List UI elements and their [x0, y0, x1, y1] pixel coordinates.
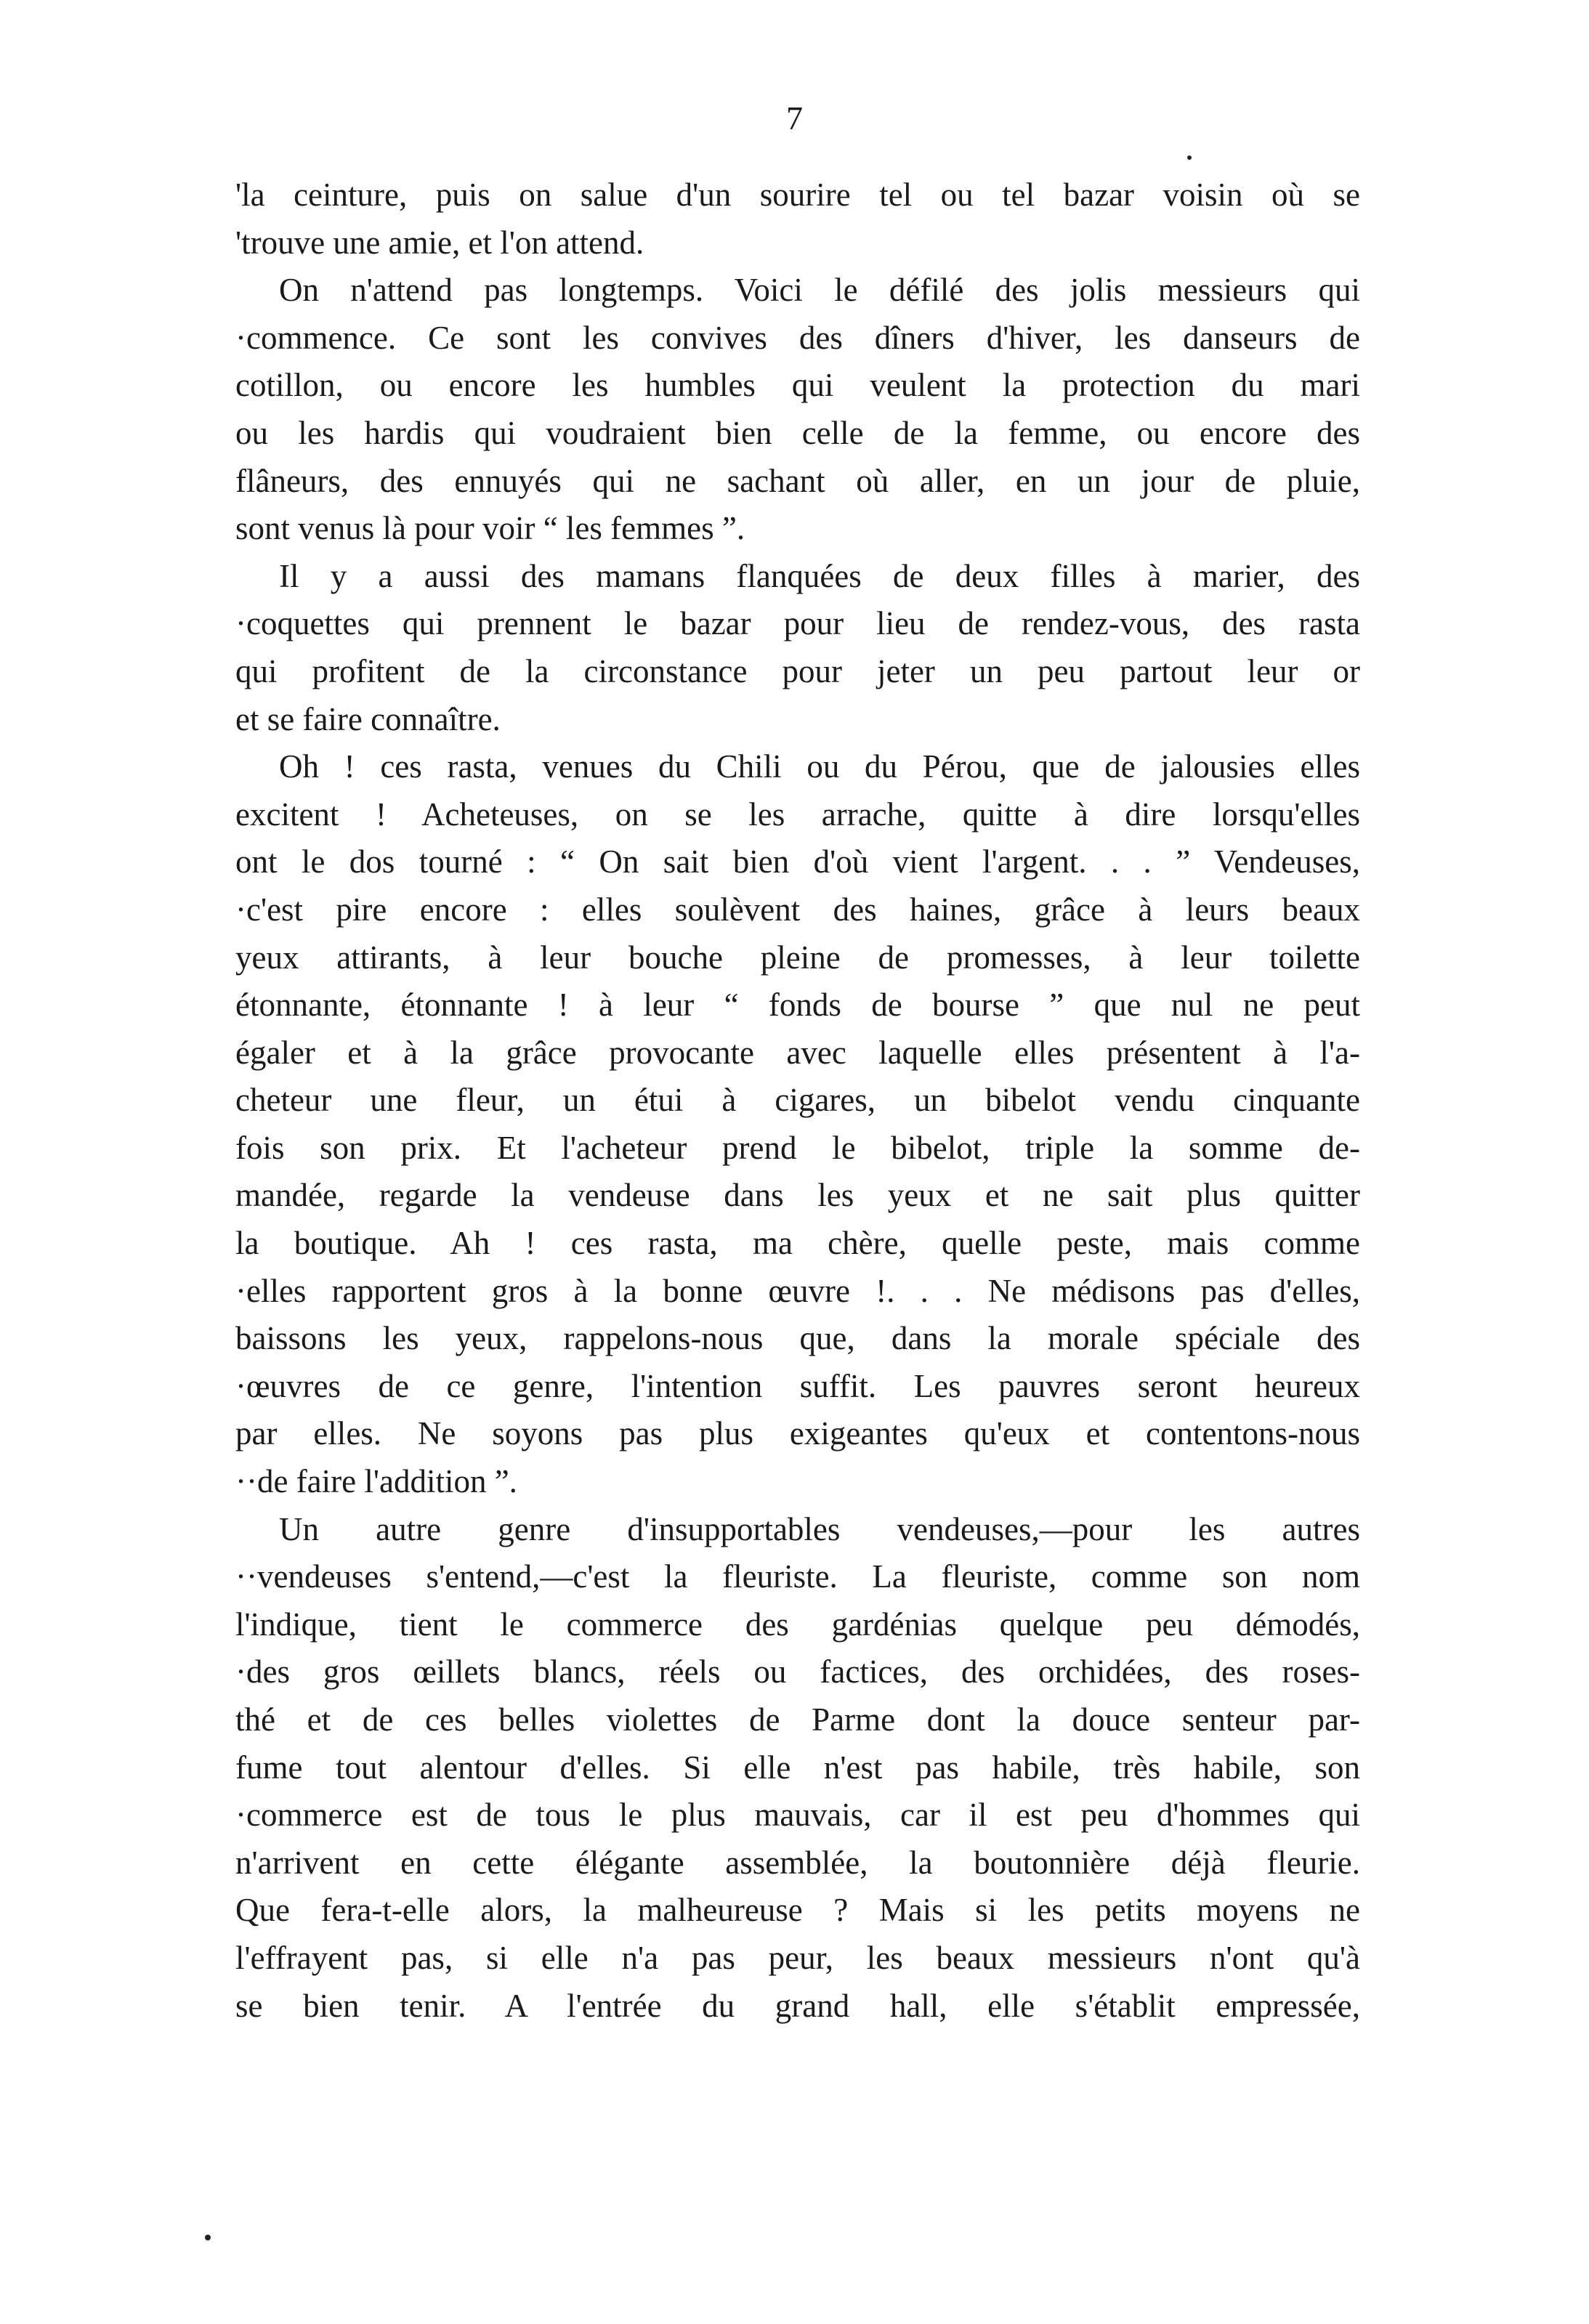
text-line: flâneurs, des ennuyés qui ne sachant où aller, en un jour de pluie,: [235, 462, 1360, 499]
text-line: n'arrivent en cette élégante assemblée, la boutonnière déjà fleurie.: [235, 1844, 1360, 1881]
text-line: par elles. Ne soyons pas plus exigeantes qu'eux et contentons-nous: [235, 1415, 1360, 1452]
text-line: la boutique. Ah ! ces rasta, ma chère, quelle peste, mais comme: [235, 1225, 1360, 1262]
text-line: ··vendeuses s'entend,—c'est la fleuriste. La fleuriste, comme son nom: [235, 1558, 1360, 1595]
text-line: mandée, regarde la vendeuse dans les yeux et ne sait plus quitter: [235, 1177, 1360, 1214]
text-line: 'la ceinture, puis on salue d'un sourire tel ou tel bazar voisin où se: [235, 177, 1360, 213]
text-line: 'trouve une amie, et l'on attend.: [235, 224, 644, 261]
text-line: baissons les yeux, rappelons-nous que, dans la morale spéciale des: [235, 1320, 1360, 1357]
text-line: Que fera-t-elle alors, la malheureuse ? Mais si les petits moyens ne: [235, 1892, 1360, 1929]
text-line: et se faire connaître.: [235, 700, 501, 737]
text-line: ·des gros œillets blancs, réels ou factices, des orchidées, des roses-: [235, 1653, 1360, 1691]
text-line: ou les hardis qui voudraient bien celle de la femme, ou encore des: [235, 414, 1360, 451]
text-line: qui profitent de la circonstance pour jeter un peu partout leur or: [235, 652, 1360, 689]
text-line: ·commence. Ce sont les convives des dîners d'hiver, les danseurs de: [235, 319, 1360, 356]
text-line: fois son prix. Et l'acheteur prend le bibelot, triple la somme de-: [235, 1129, 1360, 1166]
text-line: Il y a aussi des mamans flanquées de deux filles à marier, des: [279, 557, 1360, 594]
text-line: ·coquettes qui prennent le bazar pour lieu de rendez-vous, des rasta: [235, 605, 1360, 642]
text-line: sont venus là pour voir “ les femmes ”.: [235, 510, 745, 547]
text-line: Oh ! ces rasta, venues du Chili ou du Pérou, que de jalousies elles: [279, 748, 1360, 785]
text-line: ·œuvres de ce genre, l'intention suffit. Les pauvres seront heureux: [235, 1367, 1360, 1404]
body-text: [235, 171, 1360, 2030]
page-number: 7: [786, 100, 803, 137]
text-line: ··de faire l'addition ”.: [235, 1463, 517, 1500]
text-line: excitent ! Acheteuses, on se les arrache, quitte à dire lorsqu'elles: [235, 795, 1360, 833]
print-speck: [1187, 155, 1192, 160]
text-line: thé et de ces belles violettes de Parme dont la douce senteur par-: [235, 1701, 1360, 1738]
text-line: se bien tenir. A l'entrée du grand hall, elle s'établit empressée,: [235, 1987, 1360, 2024]
text-line: ·c'est pire encore : elles soulèvent des haines, grâce à leurs beaux: [235, 891, 1360, 928]
text-line: ont le dos tourné : “ On sait bien d'où vient l'argent. . . ” Vendeuses,: [235, 843, 1360, 880]
print-speck: [205, 2235, 211, 2240]
text-line: Un autre genre d'insupportables vendeuses,—pour les autres: [279, 1510, 1360, 1547]
text-line: fume tout alentour d'elles. Si elle n'est pas habile, très habile, son: [235, 1749, 1360, 1786]
text-line: cotillon, ou encore les humbles qui veulent la protection du mari: [235, 367, 1360, 404]
text-line: cheteur une fleur, un étui à cigares, un bibelot vendu cinquante: [235, 1082, 1360, 1119]
text-line: ·commerce est de tous le plus mauvais, car il est peu d'hommes qui: [235, 1797, 1360, 1834]
text-line: yeux attirants, à leur bouche pleine de promesses, à leur toilette: [235, 939, 1360, 976]
text-line: égaler et à la grâce provocante avec laquelle elles présentent à l'a-: [235, 1034, 1360, 1071]
text-line: On n'attend pas longtemps. Voici le défilé des jolis messieurs qui: [279, 272, 1360, 309]
text-line: étonnante, étonnante ! à leur “ fonds de bourse ” que nul ne peut: [235, 987, 1360, 1024]
text-line: ·elles rapportent gros à la bonne œuvre !. . . Ne médisons pas d'elles,: [235, 1272, 1360, 1309]
text-line: l'effrayent pas, si elle n'a pas peur, les beaux messieurs n'ont qu'à: [235, 1939, 1360, 1976]
text-line: l'indique, tient le commerce des gardénias quelque peu démodés,: [235, 1606, 1360, 1643]
